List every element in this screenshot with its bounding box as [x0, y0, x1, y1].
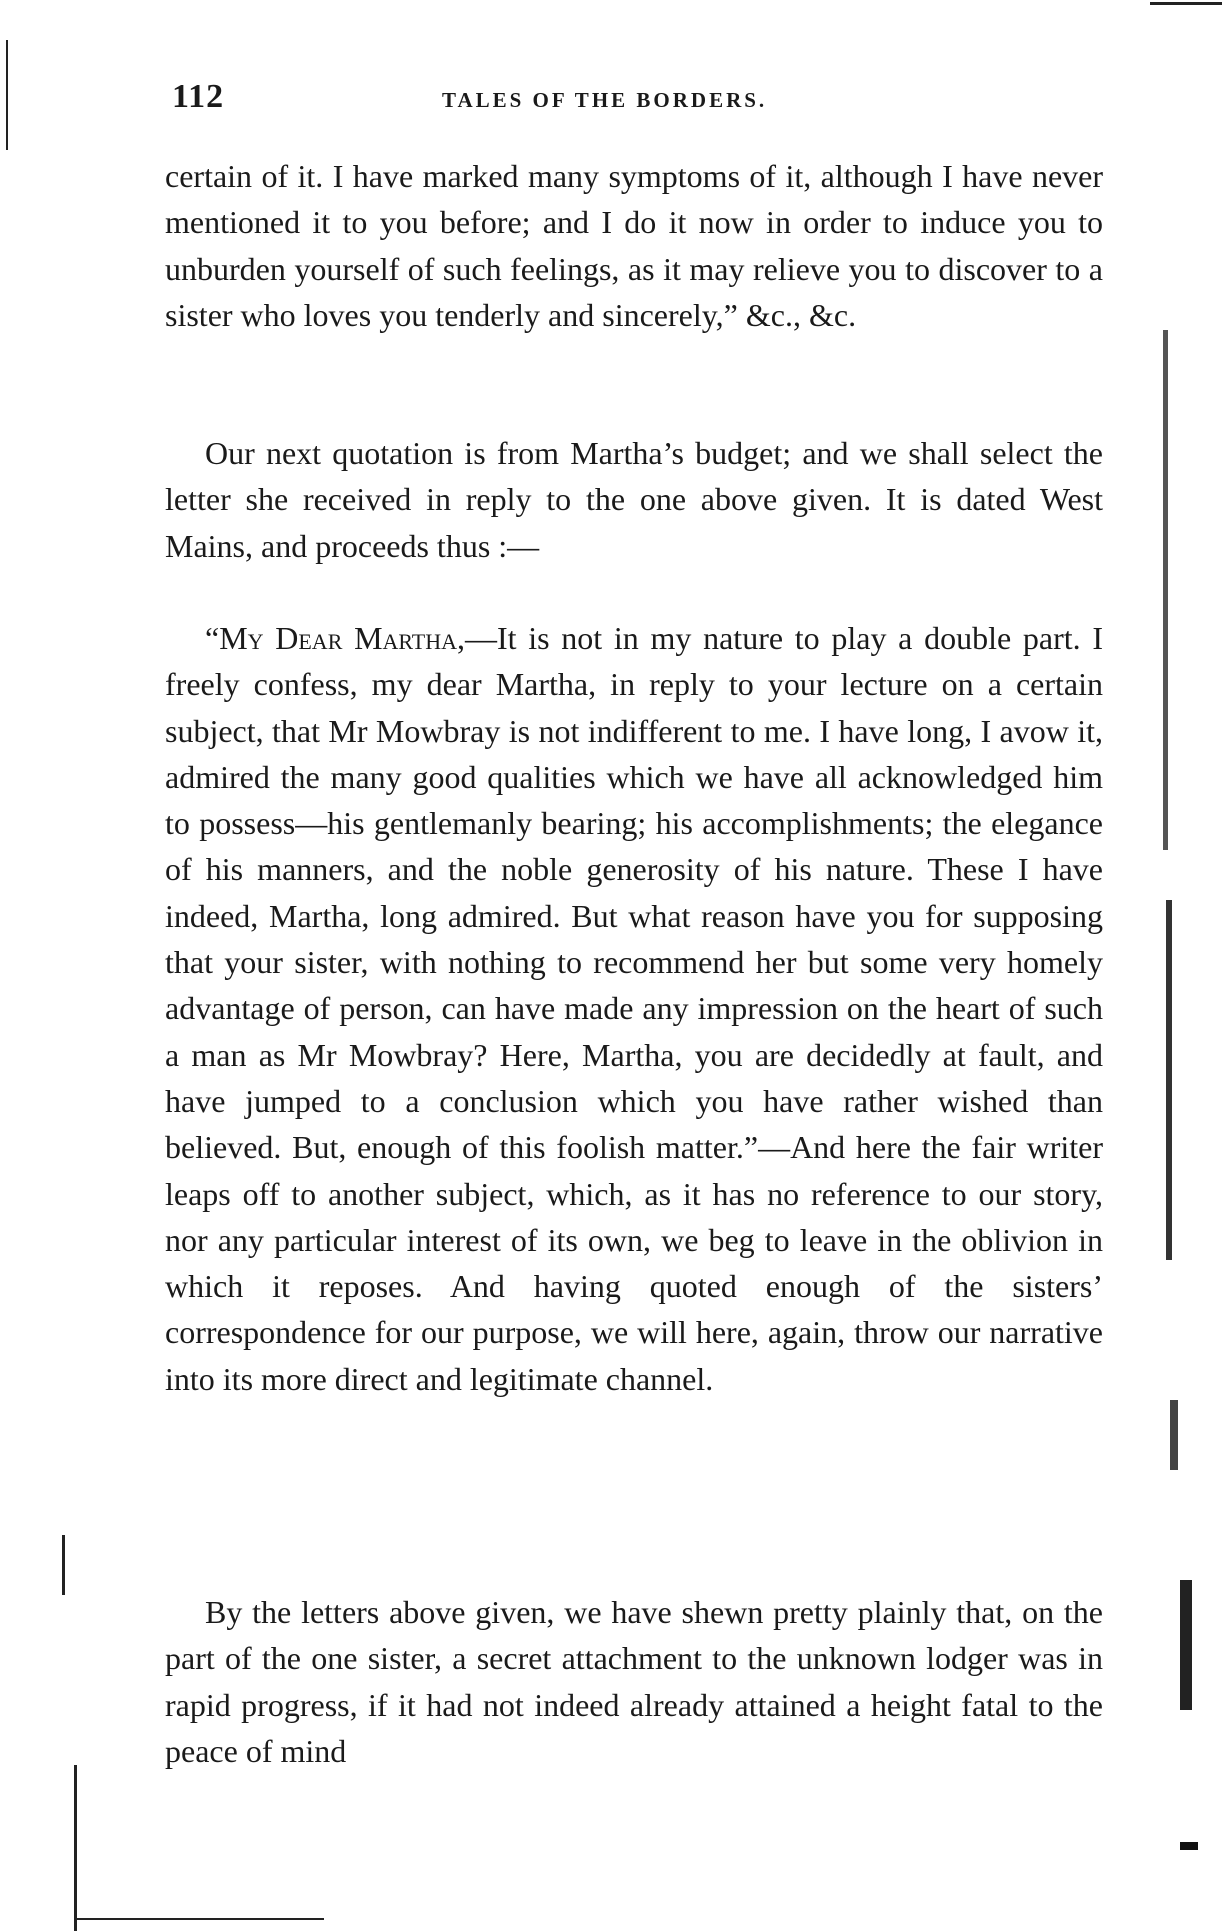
paragraph-letter	[165, 615, 1103, 1402]
page-header	[172, 78, 1102, 118]
paragraph-narrative	[165, 1589, 1103, 1774]
scan-edge-right-2	[1166, 900, 1172, 1260]
scan-edge-bottom	[74, 1918, 324, 1920]
letter-salutation: “My Dear Martha,	[205, 620, 465, 656]
scan-edge-top-right	[1150, 2, 1222, 5]
paragraph-text	[165, 615, 1103, 1402]
scan-edge-left-bottom-2	[74, 1765, 77, 1931]
paragraph-continued	[165, 153, 1103, 338]
paragraph-text: Our next quotation is from Martha’s budget; and we shall select the letter she received in reply to the one above given. It is dated West Mains, and proceeds thus :—	[165, 435, 1103, 564]
running-title: TALES OF THE BORDERS.	[442, 88, 768, 112]
paragraph-quotation-intro	[165, 430, 1103, 569]
paragraph-text: By the letters above given, we have shewn pretty plainly that, on the part of the one sister, a secret attachment to the unknown lodger was in rapid progress, if it had not indeed already attained a height fatal to the peace of mind	[165, 1594, 1103, 1769]
scan-edge-right-1	[1163, 330, 1168, 850]
scan-edge-left-bottom-1	[62, 1535, 65, 1595]
scan-edge-right-4	[1180, 1580, 1192, 1710]
page-number: 112	[172, 78, 225, 115]
scan-edge-left	[6, 40, 8, 150]
scan-edge-right-3	[1170, 1400, 1178, 1470]
paragraph-text: certain of it. I have marked many symptoms of it, although I have never mentioned it to you before; and I do it now in order to induce you to unburden yourself of such feelings, as it may relieve you to discover to a sister who loves you tenderly and sincerely,” &c., &c.	[165, 158, 1103, 333]
scan-speck	[1180, 1842, 1198, 1850]
letter-body: —It is not in my nature to play a double part. I freely confess, my dear Martha, in reply to your lecture on a certain subject, that Mr Mowbray is not indifferent to me. I have long, I avow it, admired the many good qualities which we have all acknowledged him to possess—his gentlemanly bearing; his accomplishments; the elegance of his manners, and the noble generosity of his nature. These I have indeed, Martha, long admired. But what reason have you for supposing that your sister, with nothing to recommend her but some very homely advantage of person, can have made any impression on the heart of such a man as Mr Mowbray? Here, Martha, you are decidedly at fault, and have jumped to a conclusion which you have rather wished than believed. But, enough of this foolish matter.”—And here the fair writer leaps off to another subject, which, as it has no reference to our story, nor any particular interest of its own, we beg to leave in the oblivion in which it reposes. And having quoted enough of the sisters’ correspondence for our purpose, we will here, again, throw our narrative into its more direct and legitimate channel.	[165, 620, 1104, 1397]
